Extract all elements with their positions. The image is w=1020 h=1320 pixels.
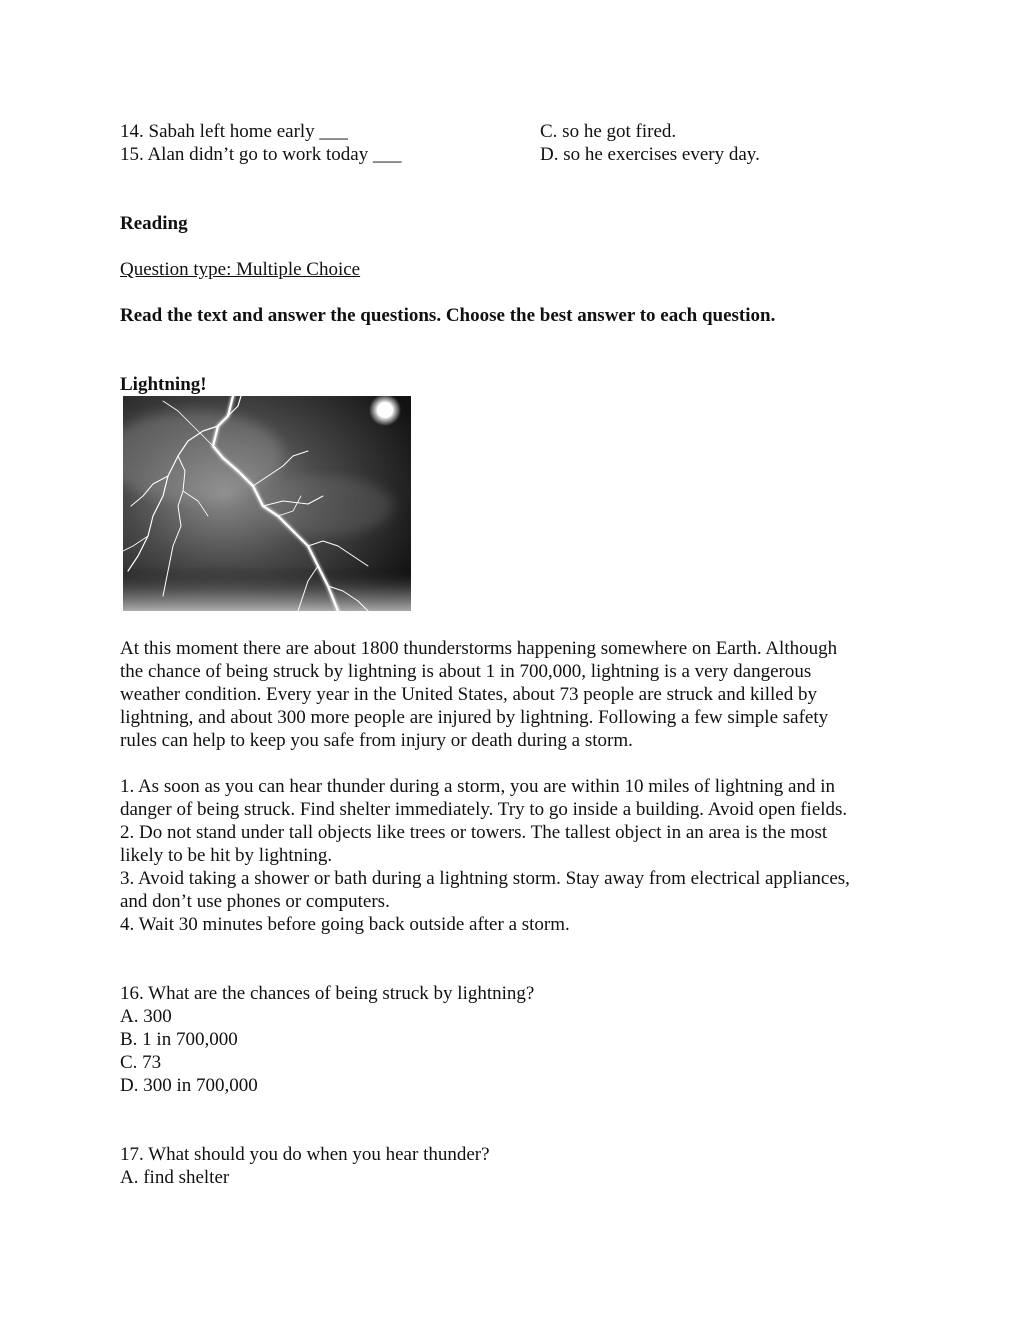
matching-questions: [120, 120, 820, 166]
question-17: [120, 1143, 720, 1189]
rule-line: 4. Wait 30 minutes before going back outside after a storm.: [120, 914, 570, 935]
reading-passage: [120, 637, 900, 752]
passage-line: weather condition. Every year in the United States, about 73 people are struck and killed by: [120, 684, 817, 705]
answer-option-a: A. find shelter: [120, 1167, 230, 1188]
rule-line: 1. As soon as you can hear thunder during a storm, you are within 10 miles of lightning and in: [120, 776, 836, 797]
passage-title: Lightning!: [120, 374, 207, 395]
question-text: 17. What should you do when you hear thunder?: [120, 1144, 490, 1165]
matching-option-d: D. so he exercises every day.: [540, 144, 760, 165]
passage-line: At this moment there are about 1800 thunderstorms happening somewhere on Earth. Although: [120, 638, 838, 659]
rule-line: 2. Do not stand under tall objects like trees or towers. The tallest object in an area is the most: [120, 822, 828, 843]
question-16: [120, 982, 720, 1097]
matching-option-c: C. so he got fired.: [540, 121, 677, 142]
answer-option-b: B. 1 in 700,000: [120, 1029, 238, 1050]
question-text: 16. What are the chances of being struck by lightning?: [120, 983, 535, 1004]
rule-line: and don’t use phones or computers.: [120, 891, 390, 912]
passage-line: the chance of being struck by lightning is about 1 in 700,000, lightning is a very dangerous: [120, 661, 812, 682]
matching-item-15: 15. Alan didn’t go to work today ___: [120, 144, 402, 165]
rule-line: danger of being struck. Find shelter immediately. Try to go inside a building. Avoid open fields.: [120, 799, 848, 820]
answer-option-a: A. 300: [120, 1006, 172, 1027]
lightning-storm-image: [123, 396, 411, 611]
safety-rules: [120, 775, 910, 936]
section-heading: Reading: [120, 213, 188, 234]
rule-line: 3. Avoid taking a shower or bath during a lightning storm. Stay away from electrical appliances,: [120, 868, 850, 889]
question-type: Question type: Multiple Choice: [120, 259, 361, 280]
passage-line: lightning, and about 300 more people are injured by lightning. Following a few simple safety: [120, 707, 829, 728]
answer-option-c: C. 73: [120, 1052, 162, 1073]
matching-item-14: 14. Sabah left home early ___: [120, 121, 348, 142]
instructions: Read the text and answer the questions. Choose the best answer to each question.: [120, 305, 776, 326]
rule-line: likely to be hit by lightning.: [120, 845, 333, 866]
passage-line: rules can help to keep you safe from injury or death during a storm.: [120, 730, 633, 751]
answer-option-d: D. 300 in 700,000: [120, 1075, 258, 1096]
